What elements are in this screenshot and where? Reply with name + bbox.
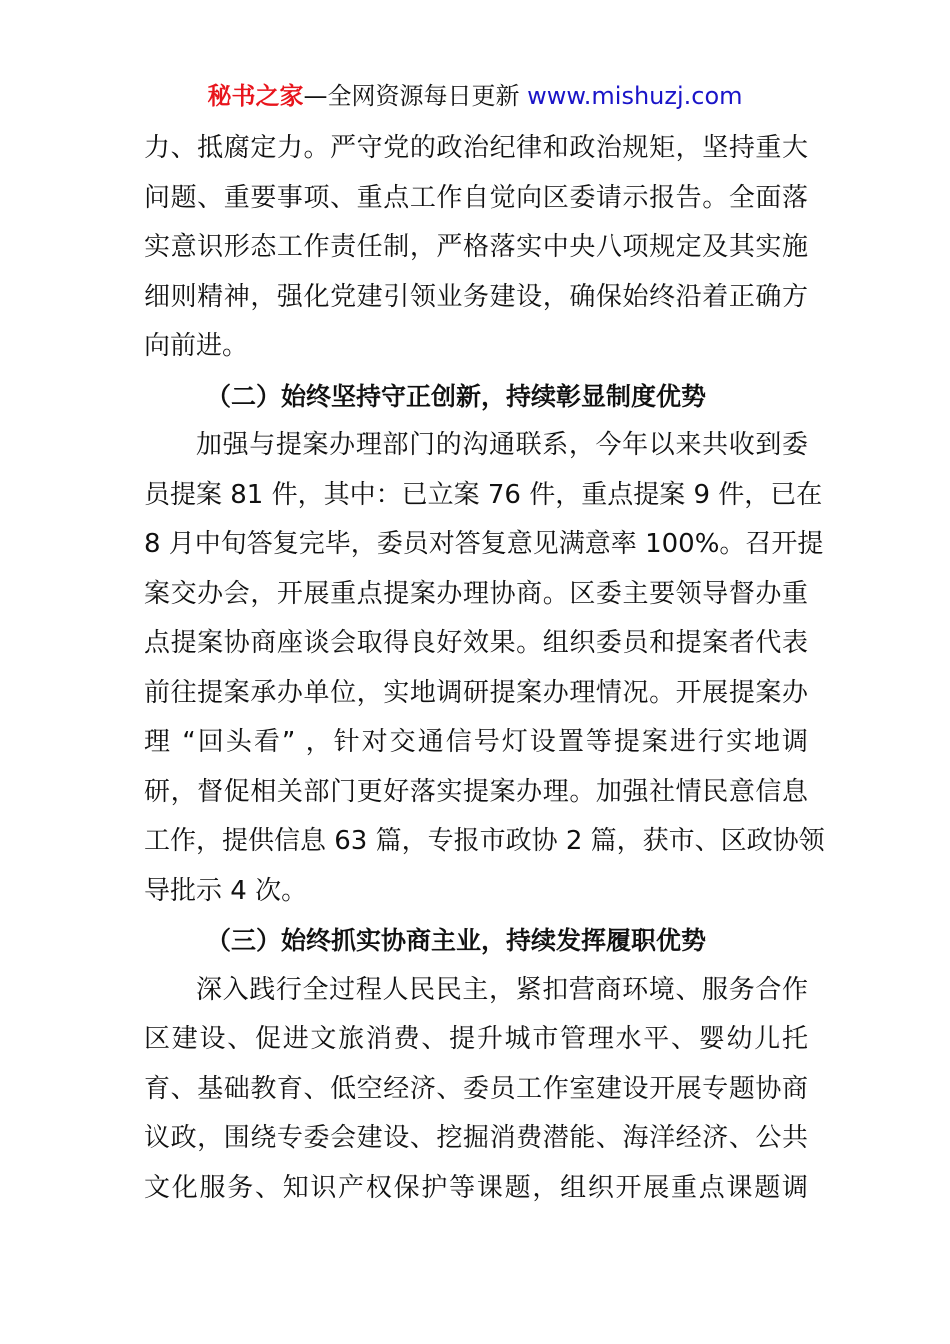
text-line: 员提案 81 件，其中：已立案 76 件，重点提案 9 件，已在: [144, 479, 823, 510]
text-line: 8 月中旬答复完毕，委员对答复意见满意率 100%。召开提: [144, 529, 824, 559]
section-heading-2: （二）始终坚持守正创新，持续彰显制度优势: [206, 381, 707, 411]
site-tagline: —全网资源每日更新: [303, 82, 520, 110]
text-line: 力、抵腐定力。严守党的政治纪律和政治规矩，坚持重大: [144, 133, 808, 163]
site-header: [0, 80, 950, 112]
text-line: 区建设、促进文旅消费、提升城市管理水平、婴幼儿托: [144, 1024, 808, 1054]
document-body: [144, 124, 825, 1213]
text-line: 议政，围绕专委会建设、挖掘消费潜能、海洋经济、公共: [144, 1123, 808, 1153]
text-line: 点提案协商座谈会取得良好效果。组织委员和提案者代表: [144, 628, 808, 658]
text-line: 研，督促相关部门更好落实提案办理。加强社情民意信息: [144, 776, 808, 807]
text-line: 工作，提供信息 63 篇，专报市政协 2 篇，获市、区政协领: [144, 826, 825, 856]
paragraph-1: [144, 124, 808, 372]
text-line: 细则精神，强化党建引领业务建设，确保始终沿着正确方: [144, 281, 808, 312]
text-line: 问题、重要事项、重点工作自觉向区委请示报告。全面落: [144, 182, 808, 213]
section-heading-3: （三）始终抓实协商主业，持续发挥履职优势: [206, 926, 707, 955]
text-line: 加强与提案办理部门的沟通联系，今年以来共收到委: [196, 430, 808, 460]
text-line: 导批示 4 次。: [144, 875, 308, 906]
text-line: 实意识形态工作责任制，严格落实中央八项规定及其实施: [144, 232, 808, 262]
text-line: 向前进。: [144, 331, 249, 361]
text-line: 文化服务、知识产权保护等课题，组织开展重点课题调: [144, 1172, 808, 1203]
text-line: 育、基础教育、低空经济、委员工作室建设开展专题协商: [144, 1073, 808, 1104]
paragraph-3: [144, 966, 808, 1214]
text-line: 案交办会，开展重点提案办理协商。区委主要领导督办重: [144, 578, 808, 609]
site-brand: 秘书之家: [207, 82, 304, 110]
text-line: 深入践行全过程人民民主，紧扣营商环境、服务合作: [196, 974, 808, 1005]
text-line: 理 “回头看” ，针对交通信号灯设置等提案进行实地调: [144, 727, 808, 757]
paragraph-2: [144, 421, 825, 916]
text-line: 前往提案承办单位，实地调研提案办理情况。开展提案办: [144, 677, 808, 708]
site-url-link[interactable]: www.mishuzj.com: [527, 82, 743, 110]
